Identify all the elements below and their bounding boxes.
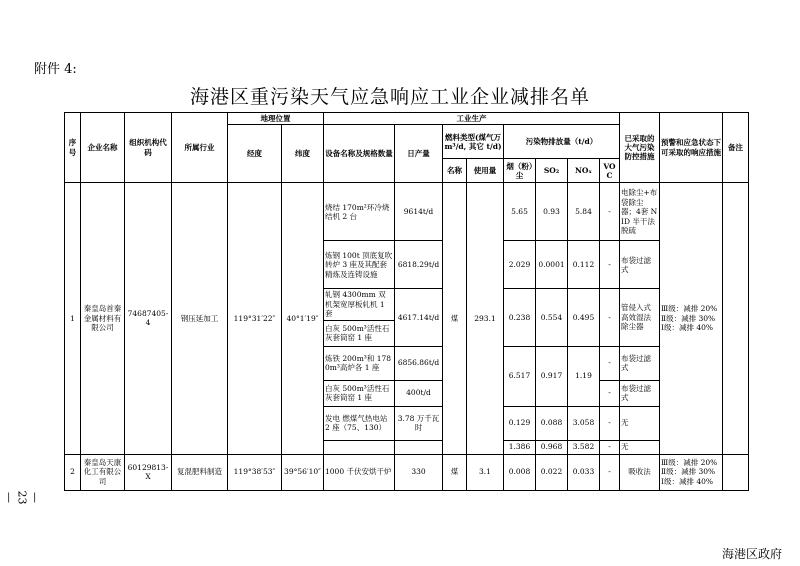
- equipment-name: 发电 燃煤气热电站 2 座（75、130）: [324, 406, 395, 440]
- so2-value: 0.93: [536, 183, 568, 241]
- header-dust: 烟（粉）尘: [504, 159, 536, 183]
- row1-org-code: 74687405-4: [125, 183, 172, 454]
- header-emissions: 污染物排放量（t/d）: [504, 125, 620, 159]
- header-nox: NOₓ: [568, 159, 600, 183]
- dust-value: 1.386: [504, 440, 536, 454]
- header-warning-measures: 预警和应急状态下可采取的响应措施: [660, 113, 723, 183]
- row1-company: 秦皇岛首秦金属材料有限公司: [81, 183, 125, 454]
- nox-value: 3.058: [568, 406, 600, 440]
- header-daily-output: 日产量: [395, 125, 443, 183]
- voc-value: -: [600, 289, 620, 346]
- dust-value: 0.238: [504, 289, 536, 346]
- dust-value: 0.129: [504, 406, 536, 440]
- response-level-2: Ⅱ级：减排 30%: [661, 313, 716, 323]
- nox-value: 1.19: [568, 346, 600, 406]
- attachment-label: 附件 4:: [34, 62, 77, 77]
- so2-value: 0.554: [536, 289, 568, 346]
- equipment-name: [324, 440, 395, 454]
- voc-value: -: [600, 241, 620, 289]
- row2-response: [660, 454, 723, 490]
- daily-output: 330: [395, 454, 443, 490]
- row1-fuel-name: 煤: [443, 183, 467, 454]
- dust-value: 6.517: [504, 346, 536, 406]
- response-level-3: Ⅲ级：减排 20%: [661, 457, 718, 467]
- voc-value: -: [600, 346, 620, 380]
- so2-value: 0.968: [536, 440, 568, 454]
- header-industry: 所属行业: [172, 113, 228, 183]
- dust-value: 5.65: [504, 183, 536, 241]
- emission-reduction-table: [64, 112, 749, 491]
- measure-taken: 布袋过滤式: [620, 346, 660, 380]
- daily-output: [395, 440, 443, 454]
- response-level-2: Ⅱ级：减排 30%: [661, 467, 716, 477]
- voc-value: -: [600, 406, 620, 440]
- daily-output: 6856.86t/d: [395, 346, 443, 380]
- row2-longitude: 119°38′53″: [228, 454, 282, 490]
- row1-industry: 钢压延加工: [172, 183, 228, 454]
- equipment-name: 烧结 170m²环冷烧结机 2 台: [324, 183, 395, 241]
- page-title: 海港区重污染天气应急响应工业企业减排名单: [190, 86, 591, 108]
- dust-value: 2.029: [504, 241, 536, 289]
- header-voc: VOC: [600, 159, 620, 183]
- header-geo: 地理位置: [228, 113, 324, 125]
- header-fuel-type: 燃料类型(煤气万 m³/d, 其它 t/d): [443, 125, 504, 159]
- measure-taken: 布袋过滤式: [620, 380, 660, 406]
- measure-taken: 无: [620, 406, 660, 440]
- response-level-1: Ⅰ级：减排 40%: [661, 476, 714, 486]
- header-latitude: 纬度: [282, 125, 324, 183]
- header-remarks: 备注: [723, 113, 749, 183]
- header-measures-taken: 已采取的大气污染防控措施: [620, 113, 660, 183]
- row2-seq: 2: [65, 454, 81, 490]
- so2-value: 0.0001: [536, 241, 568, 289]
- response-level-1: Ⅰ级：减排 40%: [661, 323, 714, 333]
- measure-taken: 吸收法: [620, 454, 660, 490]
- row2-industry: 复混肥料制造: [172, 454, 228, 490]
- equipment-name: 炼铁 200m³和 1780m³高炉各 1 座: [324, 346, 395, 380]
- table-row: [65, 183, 749, 241]
- nox-value: 0.495: [568, 289, 600, 346]
- measure-taken: 管侵入式高效湿法除尘器: [620, 289, 660, 346]
- header-seq: 序号: [65, 113, 81, 183]
- daily-output: 3.78 万千瓦时: [395, 406, 443, 440]
- nox-value: 0.033: [568, 454, 600, 490]
- row1-response: [660, 183, 723, 454]
- equipment-name: 1000 千伏安烘干炉: [324, 454, 395, 490]
- measure-taken: 电除尘+布袋除尘器；4套 NID 半干法脱硫: [620, 183, 660, 241]
- row2-latitude: 39°56′10″: [282, 454, 324, 490]
- header-company: 企业名称: [81, 113, 125, 183]
- row2-remarks: [723, 454, 749, 490]
- row1-longitude: 119°31′22″: [228, 183, 282, 454]
- measure-taken: 无: [620, 440, 660, 454]
- row1-remarks: [723, 183, 749, 454]
- row1-fuel-usage: 293.1: [467, 183, 504, 454]
- row2-company: 秦皇岛天康化工有限公司: [81, 454, 125, 490]
- header-equipment: 设备名称及规格数量: [324, 125, 395, 183]
- equipment-name: 轧钢 4300mm 双机架宽厚板轧机 1 套: [324, 289, 395, 320]
- daily-output: 6818.29t/d: [395, 241, 443, 289]
- voc-value: -: [600, 454, 620, 490]
- row2-fuel-name: 煤: [443, 454, 467, 490]
- so2-value: 0.022: [536, 454, 568, 490]
- voc-value: -: [600, 380, 620, 406]
- equipment-name: 白灰 500m³活性石灰套筒窑 1 座: [324, 320, 395, 346]
- header-industrial: 工业生产: [324, 113, 620, 125]
- response-level-3: Ⅲ级：减排 20%: [661, 304, 718, 314]
- equipment-name: 炼钢 100t 顶底复吹转炉 3 座及其配套精炼及连铸设施: [324, 241, 395, 289]
- watermark-label: 海港区政府: [722, 547, 783, 561]
- row1-latitude: 40°1′19″: [282, 183, 324, 454]
- nox-value: 5.84: [568, 183, 600, 241]
- voc-value: -: [600, 440, 620, 454]
- daily-output: 9614t/d: [395, 183, 443, 241]
- so2-value: 0.088: [536, 406, 568, 440]
- table-row: [65, 454, 749, 490]
- page-number: — 23 —: [2, 490, 42, 505]
- daily-output: 4617.14t/d: [395, 289, 443, 346]
- header-fuel-name: 名称: [443, 159, 467, 183]
- nox-value: 0.112: [568, 241, 600, 289]
- header-fuel-usage: 使用量: [467, 159, 504, 183]
- so2-value: 0.917: [536, 346, 568, 406]
- row2-org-code: 60129813-X: [125, 454, 172, 490]
- measure-taken: 布袋过滤式: [620, 241, 660, 289]
- row2-fuel-usage: 3.1: [467, 454, 504, 490]
- header-longitude: 经度: [228, 125, 282, 183]
- voc-value: -: [600, 183, 620, 241]
- nox-value: 3.582: [568, 440, 600, 454]
- equipment-name: 白灰 500m³活性石灰套筒窑 1 座: [324, 380, 395, 406]
- dust-value: 0.008: [504, 454, 536, 490]
- daily-output: 400t/d: [395, 380, 443, 406]
- row1-seq: 1: [65, 183, 81, 454]
- header-org-code: 组织机构代码: [125, 113, 172, 183]
- header-so2: SO₂: [536, 159, 568, 183]
